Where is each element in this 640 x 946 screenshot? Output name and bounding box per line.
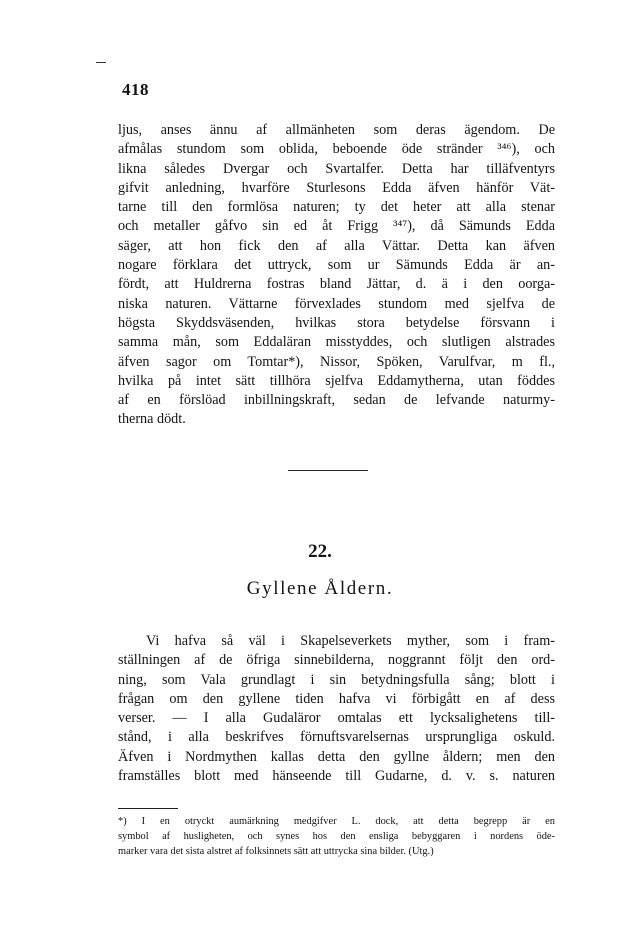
text-line: och metaller gåfvo sin ed åt Frigg ³⁴⁷), då Sämunds Edda	[118, 218, 555, 235]
text-line: Vi hafva så väl i Skapelseverkets myther, som i fram-	[146, 633, 555, 649]
text-line: fördt, att Huldrerna fostras bland Jättar, d. ä i den oorga-	[118, 276, 555, 293]
text-line: ljus, anses ännu af allmänheten som deras ägendom. De	[118, 122, 555, 138]
text-line: framställes blott med hänseende till Gudarne, d. v. s. naturen	[118, 768, 555, 785]
text-line: äfven sagor om Tomtar*), Nissor, Spöken, Varulfvar, m fl.,	[118, 353, 555, 370]
section-divider	[288, 470, 368, 471]
text-line: verser. — I alla Gudaläror omtalas ett lycksalighetens till-	[118, 710, 555, 727]
page-mark	[96, 62, 106, 63]
footnote	[118, 814, 555, 859]
paragraph-1	[118, 121, 555, 430]
text-line: högsta Skyddsväsenden, hvilkas stora betydelse försvann i	[118, 314, 555, 331]
footnote-divider	[118, 808, 178, 809]
text-line: stånd, i alla beskrifves förnuftsvarelsernas ursprungliga oskuld.	[118, 729, 555, 746]
chapter-title: Gyllene Åldern.	[246, 578, 394, 599]
text-line: ning, som Vala grundlagt i sin betydningsfulla sång; blott i	[118, 671, 555, 688]
text-line: Äfven i Nordmythen kallas detta den gyllne åldern; men den	[118, 748, 555, 765]
text-line: afmålas stundom som oblida, beboende öde stränder ³⁴⁶), och	[118, 141, 555, 158]
text-line: ställningen af de öfriga sinnebilderna, noggrannt följt den ord-	[118, 652, 555, 669]
text-line: samma mån, som Eddaläran misstyddes, och slutligen alstrades	[118, 334, 555, 351]
footnote-line: symbol af husligheten, och synes hos den ensliga bebyggaren i nordens öde-	[118, 831, 555, 842]
chapter-number: 22.	[308, 541, 332, 562]
paragraph-2	[118, 632, 555, 786]
text-line: nogare förklara det uttryck, som ur Sämunds Edda är an-	[118, 257, 555, 274]
page-number: 418	[122, 80, 149, 99]
text-line: gifvit anledning, hvarföre Sturlesons Edda äfven hänför Vät-	[118, 179, 555, 196]
text-line: frågan om den gyllene tiden hafva vi förbigått en af dess	[118, 690, 555, 707]
text-line: af en förslöad inbillningskraft, sedan de lefvande naturmy-	[118, 392, 555, 409]
footnote-line: *) I en otryckt aumärkning medgifver L. dock, att detta begrepp är en	[118, 816, 555, 827]
text-line: tarne till den formlösa naturen; ty det heter att alla stenar	[118, 199, 555, 216]
text-line: therna dödt.	[118, 411, 186, 428]
footnote-line: marker vara det sista alstret af folksinnets sätt att uttrycka sina bilder. (Utg.)	[118, 846, 434, 857]
text-line: niska naturen. Vättarne förvexlades stundom med sjelfva de	[118, 295, 555, 312]
text-line: likna således Dvergar och Svartalfer. Detta har tilläfventyrs	[118, 160, 555, 177]
text-line: säger, att hon fick den af alla Vättar. Detta kan äfven	[118, 237, 555, 254]
text-line: hvilka på intet sätt tillhöra sjelfva Eddamytherna, utan föddes	[118, 372, 555, 389]
